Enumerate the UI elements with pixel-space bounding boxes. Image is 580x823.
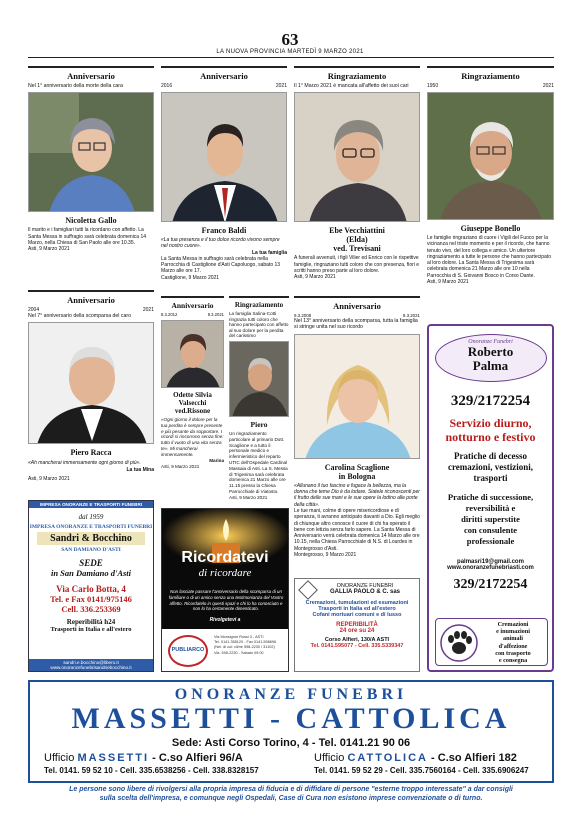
notice-piero: [229, 296, 289, 501]
ad-cta: Rivolgetevi a: [209, 617, 241, 623]
ad-service: notturno e festivo: [445, 430, 536, 444]
notice-intro: La famiglia Salina-Cotti ringrazia tutti coloro che hanno partecipato con affetto al suo dolore per la perdita del carissimo: [229, 311, 289, 339]
ad-subtitle: di ricordare: [198, 567, 252, 579]
footer-disclaimer: [28, 785, 554, 803]
ad-address-block: [214, 635, 286, 656]
pets-line: con trasporto: [495, 649, 531, 657]
ad-successione: con consulente: [463, 525, 518, 535]
deceased-name-married: ved. Trevisani: [333, 244, 381, 254]
year-to: 2021: [142, 307, 154, 313]
ad-brand-last: Palma: [472, 358, 509, 373]
ad-brand: GALLIA PAOLO & C. sas: [329, 589, 400, 595]
publiarco-logo: [168, 635, 208, 667]
ad-top-line: Onoranze Funebri: [468, 339, 513, 345]
ad-pratiche: trasporti: [473, 473, 508, 483]
footer-line: sulla scelta dell'impresa, e comunque negli Ospedali, Case di Cura non esistono imprese convenzionate o di turno.: [99, 795, 483, 802]
office-name: MASSETTI: [77, 752, 150, 764]
page-number: 63: [281, 30, 299, 49]
ad-line: Trasporti in Italia ed all'estero: [318, 606, 396, 612]
notice-intro: Il 1° Marzo 2021 è mancata all'affetto dei suoi cari: [294, 83, 409, 89]
notice-place-date: Asti, 9 Marzo 2021: [28, 246, 70, 253]
notice-title: Ringraziamento: [427, 66, 554, 81]
year-to: 2021: [275, 83, 287, 89]
ad-phone[interactable]: 329/2172254: [450, 393, 531, 409]
deceased-name: Carolina Scaglione: [324, 462, 390, 472]
notice-title: Anniversario: [294, 296, 420, 311]
ad-line: Cofani mortuari comuni e di lusso: [312, 612, 402, 618]
addr-line: Tel. 0141.355120 - Fax 0141.598696: [214, 640, 277, 645]
portrait-photo: [294, 92, 420, 222]
notice-baldi: [161, 66, 287, 281]
year-to: 2021: [542, 83, 554, 89]
office-massetti: [44, 752, 243, 764]
year-from: 1950: [427, 83, 439, 89]
notice-place-date: Asti, 9 Marzo 2021: [28, 476, 70, 482]
paw-icon: [440, 624, 478, 662]
notice-place-date: Asti, 9 Marzo 2021: [294, 274, 336, 281]
ad-arc-bottom: SAN DAMIANO D'ASTI: [61, 547, 121, 553]
ad-pratiche: cremazioni, vestizioni,: [447, 462, 534, 472]
ad-reperibilita: REPERIBILITÀ: [336, 622, 378, 628]
notice-odette: [161, 296, 224, 470]
ad-top-line: ONORANZE FUNEBRI: [336, 583, 394, 589]
ad-phone-secondary[interactable]: 329/2172254: [453, 577, 528, 592]
ad-contacts: [29, 659, 153, 671]
date-to: 8.3.2021: [207, 312, 224, 317]
notice-years: [161, 83, 287, 89]
notice-place-date: Asti, 9 Marzo 2021: [427, 279, 469, 286]
ad-info-panel: [162, 629, 288, 672]
notice-text: Un ringraziamento particolare al primario Dott. Scaglione e a tutto il personale medico e infermieristico del reparto UTIC dell'Ospedale Cardinal Massaia di Asti. La S. Messa di Trigesima sarà celebrata domenica 21 Marzo alle ore 11.15 presso la Chiesa Parrocchiale di Viatosto.: [229, 430, 288, 494]
deceased-name-married: in Bologna: [338, 471, 376, 481]
office-label: Ufficio: [314, 752, 345, 764]
ad-email[interactable]: palmasri19@gmail.com: [457, 559, 524, 565]
notice-place-date: Montegrosso, 9 Marzo 2021: [294, 552, 357, 559]
date-to: 9.3.2021: [402, 313, 420, 318]
ad-address: Via Carlo Botta, 4: [56, 584, 126, 594]
ad-arc-text: IMPRESA ONORANZE E TRASPORTI FUNEBRI: [29, 524, 153, 530]
ad-sede-place: in San Damiano d'Asti: [50, 568, 132, 578]
notice-place-date: Asti, 9 Marzo 2021: [229, 494, 268, 500]
portrait-photo: [161, 320, 224, 388]
deceased-name-nickname: (Elda): [346, 235, 368, 245]
notice-title: Anniversario: [161, 296, 224, 310]
palma-logo: [435, 334, 547, 382]
ad-reperibilita-hours: 24 ore su 24: [339, 628, 375, 634]
notice-years: [427, 83, 554, 89]
deceased-name: Nicoletta Gallo: [65, 216, 117, 226]
ad-successione: professionale: [466, 536, 515, 546]
notice-bonello: [427, 66, 554, 285]
notice-quote: «Ah mancherai immensamente ogni giorno di più».: [28, 460, 141, 467]
notice-signature: La tua famiglia: [251, 249, 287, 256]
year-from: 2004: [28, 307, 40, 313]
office-label: Ufficio: [44, 752, 75, 764]
office-massetti-phones: Tel. 0141. 59 52 10 - Cell. 335.6538256 - Cell. 338.8328157: [44, 766, 259, 775]
notice-place-date: Castiglione, 9 Marzo 2021: [161, 274, 220, 281]
notice-text: Il marito e i famigliari tutti la ricordano con affetto. La Santa Messa in suffragio sarà celebrata domenica 14 Marzo, nella Chiesa di San Paolo alle ore 10.35.: [28, 227, 147, 246]
ad-top-line: IMPRESA ONORANZE E TRASPORTI FUNEBRI: [29, 501, 153, 508]
date-from: 9.3.2008: [294, 313, 312, 318]
pets-line: Cremazioni: [497, 621, 529, 628]
ad-trasporti: Trasporti in Italia e all'estero: [50, 626, 132, 633]
notice-text: Le tue mani, colme di opere misericordiose e di speranza, ti avranno anticipato davanti a Dio. Egli meglio di chiunque altro conosce il cuore di chi ha operato il bene con letizia senza farlo sapere. La Santa Messa di Anniversario verrà celebrata domenica 14 Marzo alle ore 10.15, nella Chiesa Parrocchiale di N.S. di Lourdes in Montegrosso d'Asti.: [294, 508, 420, 552]
portrait-photo: [294, 334, 420, 459]
notice-title: Ringraziamento: [294, 66, 420, 81]
ad-pratiche: Pratiche di decesso: [454, 451, 527, 461]
portrait-photo: [28, 322, 154, 444]
portrait-photo: [28, 92, 154, 212]
ad-reperibilita: Reperibilità h24: [66, 618, 116, 626]
ad-sandri-bocchino: [28, 500, 154, 672]
notice-title: Anniversario: [161, 66, 287, 81]
pets-line: animali: [503, 635, 523, 643]
deceased-name: Ebe Vecchiattini: [329, 226, 385, 236]
deceased-surname: Valsecchi: [178, 399, 207, 407]
notice-carolina: [294, 296, 420, 558]
addr-line: Via Monsignor Rossi 3 - ASTI: [214, 635, 264, 639]
notice-title: Ringraziamento: [229, 296, 289, 309]
ad-successione: diritti superstite: [461, 514, 520, 524]
notice-signature: Marina: [209, 457, 224, 463]
notice-place-date: Asti, 9 Marzo 2021: [161, 463, 200, 469]
year-from: 2016: [161, 83, 173, 89]
ad-website[interactable]: www.onoranzefunebrisandriebocchino.it: [50, 665, 132, 670]
ad-title: Ricordatevi: [181, 549, 269, 566]
notice-quote: «La tua presenza e il tuo dolce ricordo vivono sempre nel nostro cuore».: [161, 237, 280, 250]
office-cattolica-phones: Tel. 0141. 59 52 29 - Cell. 335.7560164 - Cell. 335.6906247: [314, 766, 529, 775]
notice-intro: Nel 7° anniversario della scomparsa del caro: [28, 313, 131, 319]
pets-line: e inumazioni: [496, 628, 530, 636]
office-address: - C.so Alfieri 96/A: [152, 752, 243, 764]
notice-text: Le famiglie ringraziano di cuore i Vigili del Fuoco per la vicinanza nel triste momento e per il ricordo, che hanno tenuto vivo, del loro collega e amico. Un ulteriore ringraziamento a tutte le persone che hanno partecipato al loro dolore. La Santa Messa di Trigesima sarà celebrata domenica 21 Marzo alle ore 10 nella Parrocchia di S. Giovanni Bosco in Corso Dante.: [427, 235, 551, 279]
ad-email[interactable]: sandri.e.bocchino@libero.it: [63, 660, 119, 665]
addr-line: Via. 598-2230 - Sabato 09:00: [214, 650, 264, 655]
ad-brand: MASSETTI - CATTOLICA: [71, 702, 511, 735]
ad-service: Servizio diurno,: [449, 416, 532, 430]
deceased-name: Odette Silvia: [173, 391, 212, 399]
notice-title: Anniversario: [28, 66, 154, 81]
ad-massetti-cattolica: [28, 680, 554, 783]
office-cattolica: [314, 752, 517, 764]
footer-line: Le persone sono libere di rivolgersi alla propria impresa di fiducia e di diffidare di persone "esterne troppo interessate" a dar consigli: [69, 786, 513, 793]
office-name: CATTOLICA: [347, 752, 428, 764]
deceased-name: Piero: [250, 419, 268, 429]
notice-title: Anniversario: [28, 290, 154, 305]
ad-successione: reversibilità e: [465, 503, 516, 513]
ad-address: Corso Alfieri, 130/A ASTI: [324, 637, 390, 643]
ad-brand-first: Roberto: [467, 344, 514, 359]
notice-gallo: [28, 66, 154, 253]
publiarco-brand: PUBLIARCO: [171, 647, 205, 653]
pets-line: e consegna: [498, 657, 528, 665]
notice-intro: Nel 1° anniversario della morte della cara: [28, 83, 123, 89]
ad-successione: Pratiche di successione,: [447, 492, 534, 502]
deceased-name: Piero Racca: [70, 448, 112, 458]
notice-quote: «Allunano il tuo fascino e fugace la bellezza, ma la donna che teme Dio è da lodare. Siatele riconoscenti per il frutto delle sue mani e le sue opere la lodino alle porte della città».: [294, 482, 420, 508]
addr-line: (Nel. di cui: vil/ne 598-2230 / 31102): [214, 645, 275, 650]
ad-text: Non lasciate passare l'anniversario della scomparsa di un familiare o di un amico senza una testimonianza del Vostro affetto. Ricordatelo in questi spazi e chi lo ha conosciuto e non lo ha certamente dimenticato.: [168, 589, 284, 612]
ad-website[interactable]: www.onoranzefunebriasti.com: [447, 565, 534, 571]
deceased-name-married: ved.Rissone: [174, 407, 211, 415]
ad-palma: [427, 324, 554, 672]
notice-racca: [28, 290, 154, 482]
page-header-subtitle: LA NUOVA PROVINCIA MARTEDÌ 9 MARZO 2021: [216, 49, 364, 55]
ad-line: Cremazioni, tumulazioni ed esumazioni: [305, 600, 409, 606]
deceased-name: Giuseppe Bonello: [460, 224, 521, 233]
ad-tel: Tel. e Fax 0141/975146: [50, 594, 132, 604]
notice-text: A funerali avvenuti, i figli Vilier ed Enrico con le rispettive famiglie, ringraziano tutti coloro che con presenza, fiori e scritti hanno preso parte al loro dolore.: [294, 255, 420, 274]
ad-since: dal 1959: [78, 513, 104, 521]
ad-pets-text: [480, 621, 546, 664]
ad-cell: Cell. 336.253369: [61, 604, 121, 614]
notice-dates: [161, 312, 224, 317]
portrait-photo: [229, 341, 289, 417]
ad-top-line: ONORANZE FUNEBRI: [174, 686, 408, 703]
ad-sede: SEDE: [79, 558, 103, 568]
pets-line: d'affezione: [498, 642, 528, 650]
portrait-photo: [427, 92, 554, 220]
header-divider: [28, 57, 554, 58]
office-address: - C.so Alfieri 182: [431, 752, 517, 764]
ad-tel: Tel. 0141.595077 - Cell. 335.5339347: [310, 643, 404, 649]
date-from: 8.3.2012: [161, 312, 178, 317]
ad-gallia: [294, 578, 420, 672]
portrait-photo: [161, 92, 287, 222]
deceased-name: Franco Baldi: [201, 226, 247, 235]
ad-brand: Sandri & Bocchino: [37, 532, 145, 545]
ad-ricordatevi: [161, 508, 289, 672]
ad-pets-block: [435, 618, 548, 666]
notice-quote: «Ogni giorno il dolore per la tua perdita è sempre presente e più pesante da sopportare. I ricordi si rincorrono senza fine: tutto il vuoto di una vita senza te». Mi mancherai immensamente.: [161, 417, 224, 457]
ad-sede: Sede: Asti Corso Torino, 4 - Tel. 0141.21 90 06: [171, 737, 411, 749]
notice-text: La Santa Messa in suffragio sarà celebrata nella Parrocchia di Castiglione d'Asti Capoluogo, sabato 13 Marzo alle ore 17.: [161, 255, 281, 275]
notice-intro: Nel 13° anniversario della scomparsa, tutta la famiglia si stringe unita nel suo ricordo: [294, 318, 418, 331]
notice-vecchiattini: [294, 66, 420, 281]
notice-signature: La tua Mina: [126, 466, 154, 473]
